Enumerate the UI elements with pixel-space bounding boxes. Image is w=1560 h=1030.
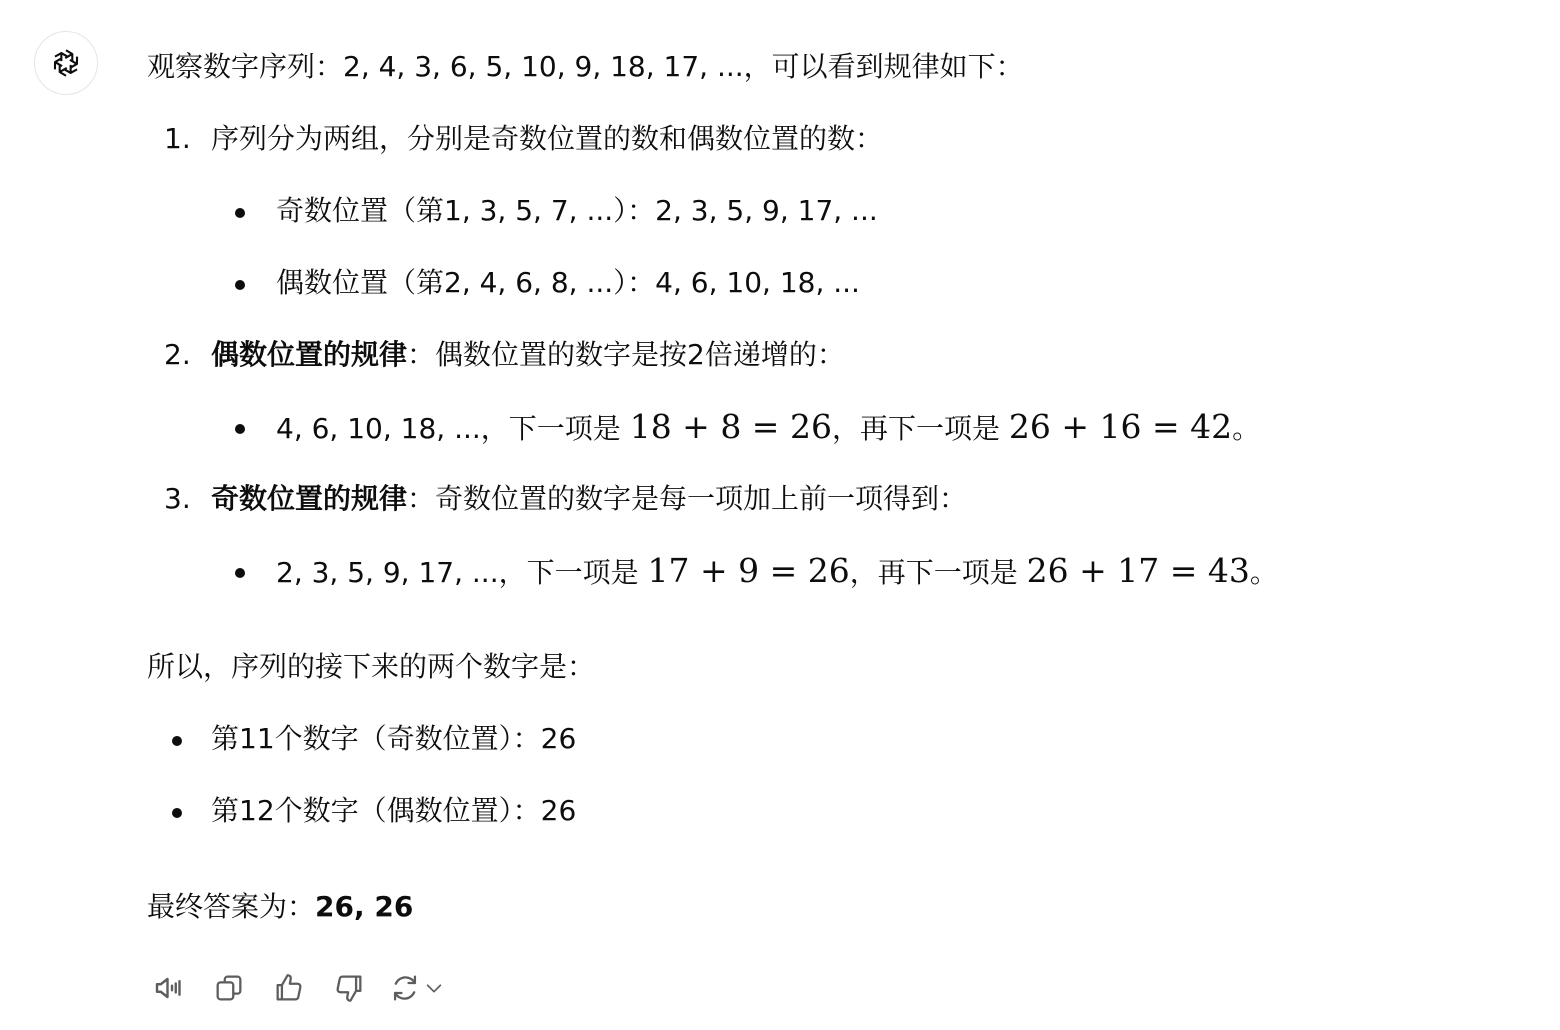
bullet-prefix: 4, 6, 10, 18, ...，下一项是: [276, 412, 630, 445]
assistant-message: [147, 48, 1527, 926]
read-aloud-button[interactable]: [147, 966, 191, 1010]
openai-logo-icon: [48, 45, 84, 81]
bullet-dot: [235, 280, 245, 290]
step-text: [211, 480, 967, 518]
regenerate-icon: [388, 971, 422, 1005]
thumbs-up-button[interactable]: [267, 966, 311, 1010]
step-description: ：奇数位置的数字是每一项加上前一项得到：: [407, 482, 968, 515]
bullet-text: [276, 552, 1278, 592]
model-switch-dropdown[interactable]: [423, 966, 445, 1010]
copy-button[interactable]: [207, 966, 251, 1010]
step-3: [147, 480, 1527, 518]
math-expression: 18 + 8 = 26: [629, 407, 832, 446]
answer-item-2: [147, 792, 1527, 830]
step-number: 1.: [164, 122, 191, 155]
answer-item-1: [147, 720, 1527, 758]
step-3-bullet-1: [147, 552, 1527, 590]
intro-paragraph: [147, 48, 1527, 86]
step-text: 序列分为两组，分别是奇数位置的数和偶数位置的数：: [211, 122, 884, 155]
step-description: ：偶数位置的数字是按2倍递增的：: [407, 338, 845, 371]
final-answer-value: 26, 26: [315, 890, 414, 923]
bullet-text: [276, 408, 1260, 448]
final-answer: [147, 888, 1527, 926]
conclusion-paragraph: [147, 648, 1527, 686]
chevron-down-icon: [423, 977, 445, 999]
step-number: 2.: [164, 338, 191, 371]
bullet-dot: [235, 568, 245, 578]
conclusion-text: 所以，序列的接下来的两个数字是：: [147, 650, 596, 683]
bullet-dot: [172, 808, 182, 818]
bullet-suffix: 。: [1249, 556, 1278, 589]
bullet-mid: ，再下一项是: [849, 556, 1027, 589]
intro-text: 观察数字序列：2, 4, 3, 6, 5, 10, 9, 18, 17, ...，可以看到规律如下：: [147, 50, 1024, 83]
bullet-dot: [235, 424, 245, 434]
read-aloud-icon: [151, 970, 187, 1006]
thumbs-down-button[interactable]: [327, 966, 371, 1010]
answer-text: 第11个数字（奇数位置）：26: [211, 722, 577, 755]
assistant-avatar: [34, 31, 98, 95]
step-bold-label: 奇数位置的规律: [211, 482, 408, 515]
step-1: [147, 120, 1527, 158]
message-actions-toolbar: [147, 966, 445, 1010]
thumbs-down-icon: [332, 971, 366, 1005]
bullet-text: 奇数位置（第1, 3, 5, 7, ...）：2, 3, 5, 9, 17, ...: [276, 194, 878, 227]
bullet-prefix: 2, 3, 5, 9, 17, ...，下一项是: [276, 556, 648, 589]
bullet-text: 偶数位置（第2, 4, 6, 8, ...）：4, 6, 10, 18, ...: [276, 266, 860, 299]
math-expression: 26 + 17 = 43: [1026, 551, 1250, 590]
bullet-mid: ，再下一项是: [831, 412, 1009, 445]
final-answer-label: 最终答案为：: [147, 890, 316, 923]
bullet-dot: [172, 736, 182, 746]
step-number: 3.: [164, 482, 191, 515]
step-bold-label: 偶数位置的规律: [211, 338, 408, 371]
step-1-bullet-2: [147, 264, 1527, 302]
answer-text: 第12个数字（偶数位置）：26: [211, 794, 577, 827]
step-2: [147, 336, 1527, 374]
step-2-bullet-1: [147, 408, 1527, 446]
step-text: [211, 336, 845, 374]
math-expression: 17 + 9 = 26: [647, 551, 850, 590]
bullet-dot: [235, 208, 245, 218]
thumbs-up-icon: [272, 971, 306, 1005]
step-1-bullet-1: [147, 192, 1527, 230]
bullet-suffix: 。: [1232, 412, 1261, 445]
copy-icon: [212, 971, 246, 1005]
math-expression: 26 + 16 = 42: [1008, 407, 1233, 446]
regenerate-button[interactable]: [387, 966, 423, 1010]
